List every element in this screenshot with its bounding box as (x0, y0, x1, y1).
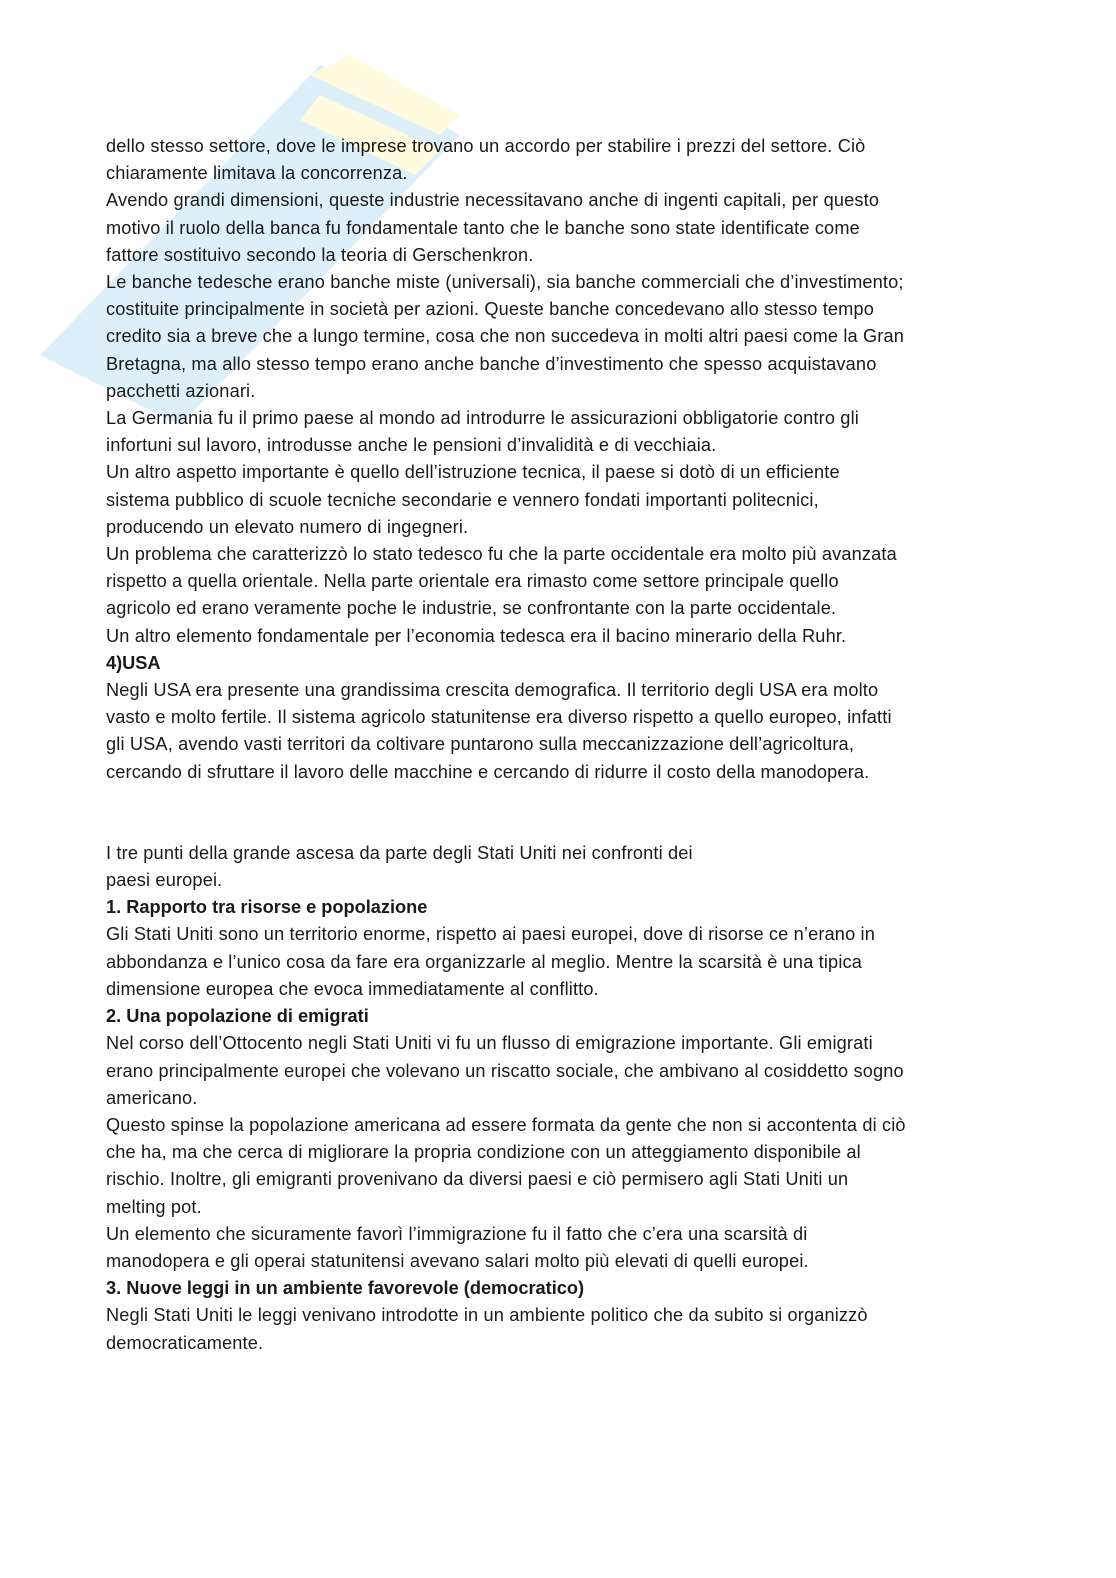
text-line: vasto e molto fertile. Il sistema agricolo statunitense era diverso rispetto a quello europeo, infatti (106, 707, 892, 728)
text-line: gli USA, avendo vasti territori da coltivare puntarono sulla meccanizzazione dell’agricoltura, (106, 734, 855, 755)
paragraph (106, 459, 1011, 541)
paragraph (106, 1302, 1011, 1356)
text-line: cercando di sfruttare il lavoro delle macchine e cercando di ridurre il costo della manodopera. (106, 761, 870, 782)
text-line: Un altro elemento fondamentale per l’economia tedesca era il bacino minerario della Ruhr. (106, 625, 847, 646)
text-line: motivo il ruolo della banca fu fondamentale tanto che le banche sono state identificate come (106, 217, 860, 238)
text-line: paesi europei. (106, 870, 223, 891)
text-line: costituite principalmente in società per azioni. Queste banche concedevano allo stesso tempo (106, 299, 875, 320)
text-line: 1. Rapporto tra risorse e popolazione (106, 897, 428, 918)
text-line: 3. Nuove leggi in un ambiente favorevole (democratico) (106, 1278, 585, 1299)
text-line: rischio. Inoltre, gli emigranti provenivano da diversi paesi e ciò permisero agli Stati Uniti un (106, 1169, 849, 1190)
paragraph (106, 133, 1011, 187)
section-heading (106, 650, 1011, 677)
text-line: Negli USA era presente una grandissima crescita demografica. Il territorio degli USA era molto (106, 680, 879, 701)
text-line: infortuni sul lavoro, introdusse anche le pensioni d’invalidità e di vecchiaia. (106, 435, 717, 456)
document-page (106, 133, 1011, 1357)
paragraph (106, 677, 1011, 786)
section-heading (106, 894, 1011, 921)
paragraph (106, 840, 1011, 894)
paragraph (106, 1112, 1011, 1221)
text-line: agricolo ed erano veramente poche le industrie, se confrontante con la parte occidentale. (106, 598, 837, 619)
text-line: dello stesso settore, dove le imprese trovano un accordo per stabilire i prezzi del settore. Ciò (106, 136, 866, 156)
paragraph (106, 405, 1011, 459)
text-line: che ha, ma che cerca di migliorare la propria condizione con un atteggiamento disponibile al (106, 1142, 861, 1163)
text-line: Un problema che caratterizzò lo stato tedesco fu che la parte occidentale era molto più avanzata (106, 544, 897, 565)
paragraph-gap (106, 786, 1011, 840)
paragraph (106, 623, 1011, 650)
section-heading (106, 1003, 1011, 1030)
text-line: Avendo grandi dimensioni, queste industrie necessitavano anche di ingenti capitali, per questo (106, 190, 880, 211)
text-line: Le banche tedesche erano banche miste (universali), sia banche commerciali che d’investimento; (106, 272, 904, 293)
text-line: dimensione europea che evoca immediatamente al conflitto. (106, 978, 599, 999)
text-line: melting pot. (106, 1196, 202, 1217)
paragraph (106, 541, 1011, 623)
text-line: fattore sostituivo secondo la teoria di Gerschenkron. (106, 244, 534, 265)
text-line: manodopera e gli operai statunitensi avevano salari molto più elevati di quelli europei. (106, 1250, 809, 1271)
text-line: sistema pubblico di scuole tecniche secondarie e vennero fondati importanti politecnici, (106, 489, 819, 510)
text-line: producendo un elevato numero di ingegneri. (106, 516, 469, 537)
text-line: La Germania fu il primo paese al mondo ad introdurre le assicurazioni obbligatorie contro gli (106, 408, 859, 429)
text-line: chiaramente limitava la concorrenza. (106, 163, 408, 184)
paragraph (106, 921, 1011, 1003)
text-line: americano. (106, 1087, 198, 1108)
paragraph (106, 1030, 1011, 1112)
paragraph (106, 269, 1011, 405)
text-line: erano principalmente europei che volevano un riscatto sociale, che ambivano al cosiddetto sogno (106, 1060, 904, 1081)
text-line: pacchetti azionari. (106, 380, 256, 401)
text-line: Bretagna, ma allo stesso tempo erano anche banche d’investimento che spesso acquistavano (106, 353, 877, 374)
text-line: Un altro aspetto importante è quello dell’istruzione tecnica, il paese si dotò di un efficiente (106, 462, 840, 483)
text-line: rispetto a quella orientale. Nella parte orientale era rimasto come settore principale quello (106, 571, 839, 592)
text-line: democraticamente. (106, 1332, 264, 1353)
text-line: 2. Una popolazione di emigrati (106, 1006, 369, 1027)
section-heading (106, 1275, 1011, 1302)
text-line: I tre punti della grande ascesa da parte degli Stati Uniti nei confronti dei (106, 842, 693, 863)
text-line: abbondanza e l’unico cosa da fare era organizzarle al meglio. Mentre la scarsità è una tipica (106, 951, 863, 972)
text-line: credito sia a breve che a lungo termine, cosa che non succedeva in molti altri paesi come la Gran (106, 326, 905, 347)
text-line: Nel corso dell’Ottocento negli Stati Uniti vi fu un flusso di emigrazione importante. Gli emigrati (106, 1033, 873, 1054)
text-line: Negli Stati Uniti le leggi venivano introdotte in un ambiente politico che da subito si organizzò (106, 1305, 868, 1326)
text-line: 4)USA (106, 652, 161, 673)
text-line: Questo spinse la popolazione americana ad essere formata da gente che non si accontenta di ciò (106, 1114, 906, 1135)
text-line: Gli Stati Uniti sono un territorio enorme, rispetto ai paesi europei, dove di risorse ce n’erano in (106, 924, 876, 945)
text-line: Un elemento che sicuramente favorì l’immigrazione fu il fatto che c’era una scarsità di (106, 1223, 808, 1244)
paragraph (106, 1221, 1011, 1275)
paragraph (106, 187, 1011, 269)
